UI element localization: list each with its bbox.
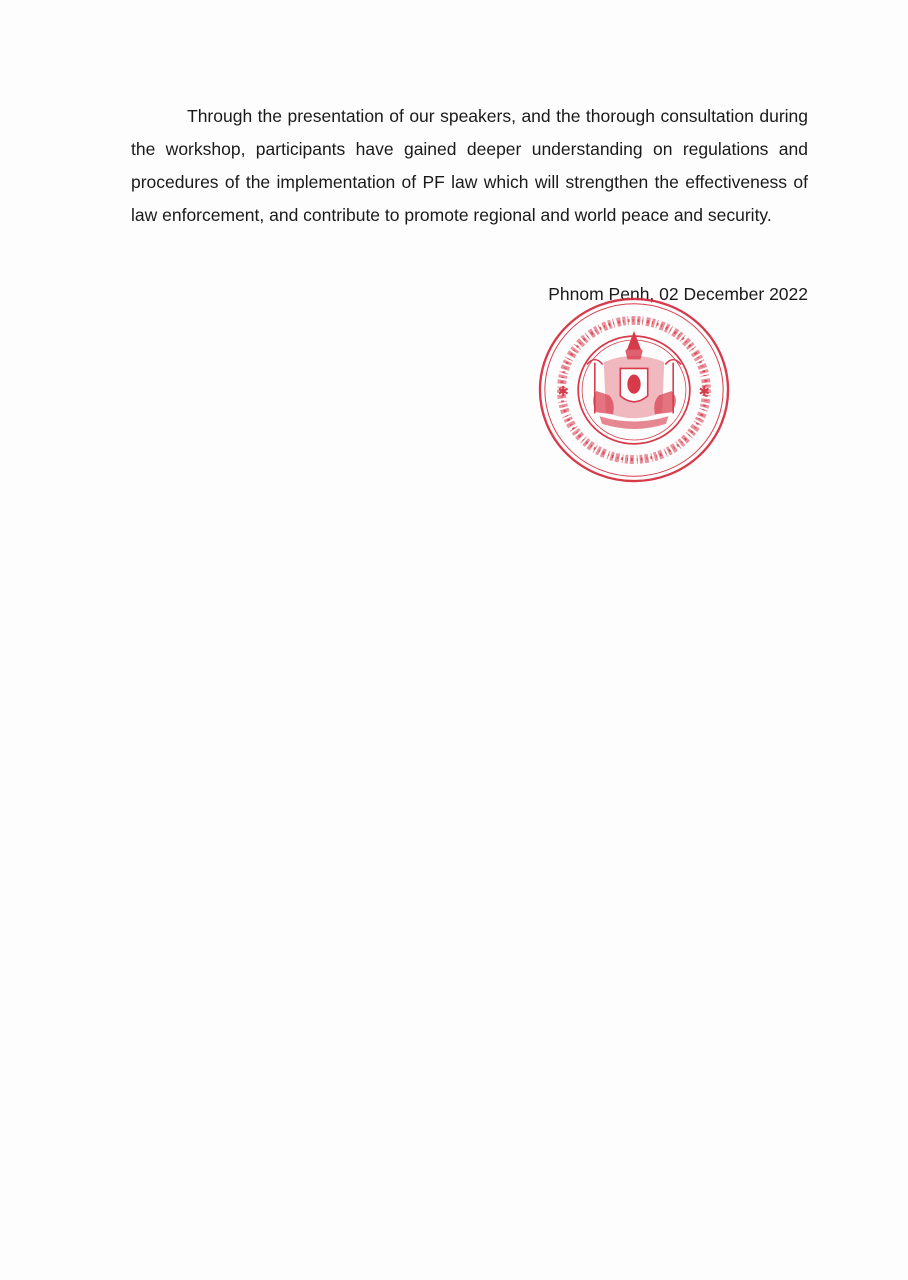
signature-block	[520, 280, 808, 490]
place-date: Phnom Penh, 02 December 2022	[548, 284, 808, 304]
svg-text:✱: ✱	[557, 383, 570, 400]
svg-text:✱: ✱	[698, 383, 711, 400]
official-seal-icon	[536, 294, 732, 486]
body-paragraph: Through the presentation of our speakers, and the thorough consultation during the workshop, participants have gained deeper understanding on regulations and procedures of the implementation of PF law which will strengthen the effectiveness of law enforcement, and contribute to promote regional and world peace and security.	[131, 106, 808, 225]
